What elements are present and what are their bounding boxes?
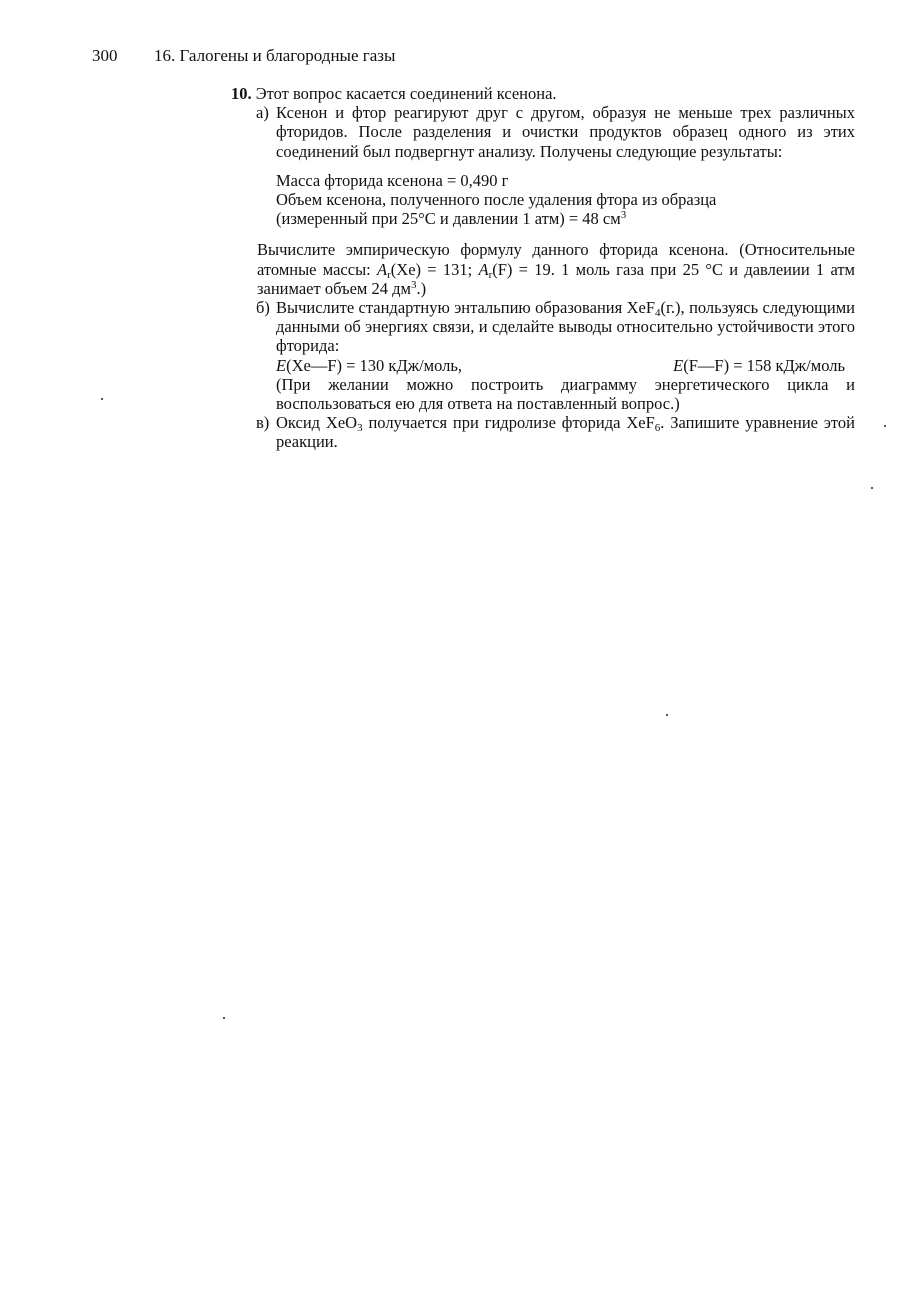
ar-sub-xe: r — [387, 268, 391, 281]
energy-xe-f — [276, 356, 462, 375]
part-a-text: Ксенон и фтор реагируют друг с другом, образуя не меньше трех различных фторидов. После разделения и очистки продуктов образец одного из этих соединений был подвергнут анализу. Получены следующие результаты: — [276, 103, 855, 161]
bond-energies — [231, 356, 855, 375]
part-a-task — [257, 240, 855, 298]
part-c-sub-6: 6 — [654, 422, 661, 435]
question-intro-line — [231, 84, 855, 103]
part-c-text-1: Оксид XeO — [276, 413, 358, 433]
part-c-text-2: получается при гидролизе фторида XeF — [362, 413, 655, 433]
part-b — [231, 298, 855, 356]
ar-symbol-f: A — [478, 259, 489, 279]
part-b-note — [231, 375, 855, 413]
part-a — [231, 103, 855, 161]
part-a-marker: а) — [256, 103, 269, 123]
ar-sub-f: r — [488, 268, 493, 281]
ar-f-text: (F) = 19. 1 моль газа при 25 °С и давлеиии 1 атм занимает объем 24 дм — [257, 259, 855, 298]
part-b-sub-4: 4 — [655, 307, 661, 320]
part-b-marker: б) — [256, 298, 270, 318]
task-sup: 3 — [410, 278, 417, 291]
part-c-text-3: . Запишите уравнение этой реакции. — [276, 413, 855, 452]
chapter-title: 16. Галогены и благородные газы — [154, 46, 396, 65]
question-number: 10. — [231, 84, 252, 103]
task-text-1: Вычислите эмпирическую формулу данного фторида ксенона. (Относительные атомные массы: — [257, 240, 855, 279]
scan-speck — [884, 425, 886, 427]
volume-line-1: Объем ксенона, полученного после удаления фтора из образца — [276, 190, 717, 210]
question-block — [231, 84, 855, 452]
scan-speck — [101, 398, 103, 400]
volume-line-2-text: (измеренный при 25°С и давлении 1 атм) = 48 см — [276, 209, 621, 229]
ar-symbol-xe: A — [377, 259, 388, 279]
energy-xe-f-text: (Xe—F) = 130 кДж/моль, — [286, 355, 463, 375]
scan-speck — [666, 714, 668, 716]
energy-f-f — [673, 356, 845, 375]
part-c-marker: в) — [256, 413, 270, 433]
page-header — [92, 46, 395, 66]
part-b-text-2: (г.), пользуясь следующими данными об энергиях связи, и сделайте выводы относительно устойчивости этого фторида: — [276, 298, 855, 356]
part-c — [231, 413, 855, 451]
scan-speck — [871, 487, 873, 489]
question-intro: Этот вопрос касается соединений ксенона. — [255, 84, 557, 103]
e-symbol-1: E — [276, 355, 287, 375]
ar-xe-text: (Xe) = 131; — [390, 259, 479, 279]
scan-speck — [223, 1017, 225, 1019]
mass-line: Масса фторида ксенона = 0,490 г — [276, 170, 509, 190]
part-c-sub-3: 3 — [357, 422, 363, 435]
page-number: 300 — [92, 46, 118, 65]
energy-f-f-text: (F—F) = 158 кДж/моль — [683, 355, 845, 375]
volume-line-2 — [276, 209, 855, 228]
volume-sup: 3 — [620, 209, 627, 222]
part-b-text-1: Вычислите стандартную энтальпию образования XeF — [276, 298, 656, 318]
part-b-note-text: (При желании можно построить диаграмму энергетического цикла и воспользоваться ею для ответа на поставленный вопрос.) — [276, 374, 855, 414]
part-a-results — [276, 171, 855, 229]
e-symbol-2: E — [673, 355, 684, 375]
task-end: .) — [416, 278, 427, 298]
